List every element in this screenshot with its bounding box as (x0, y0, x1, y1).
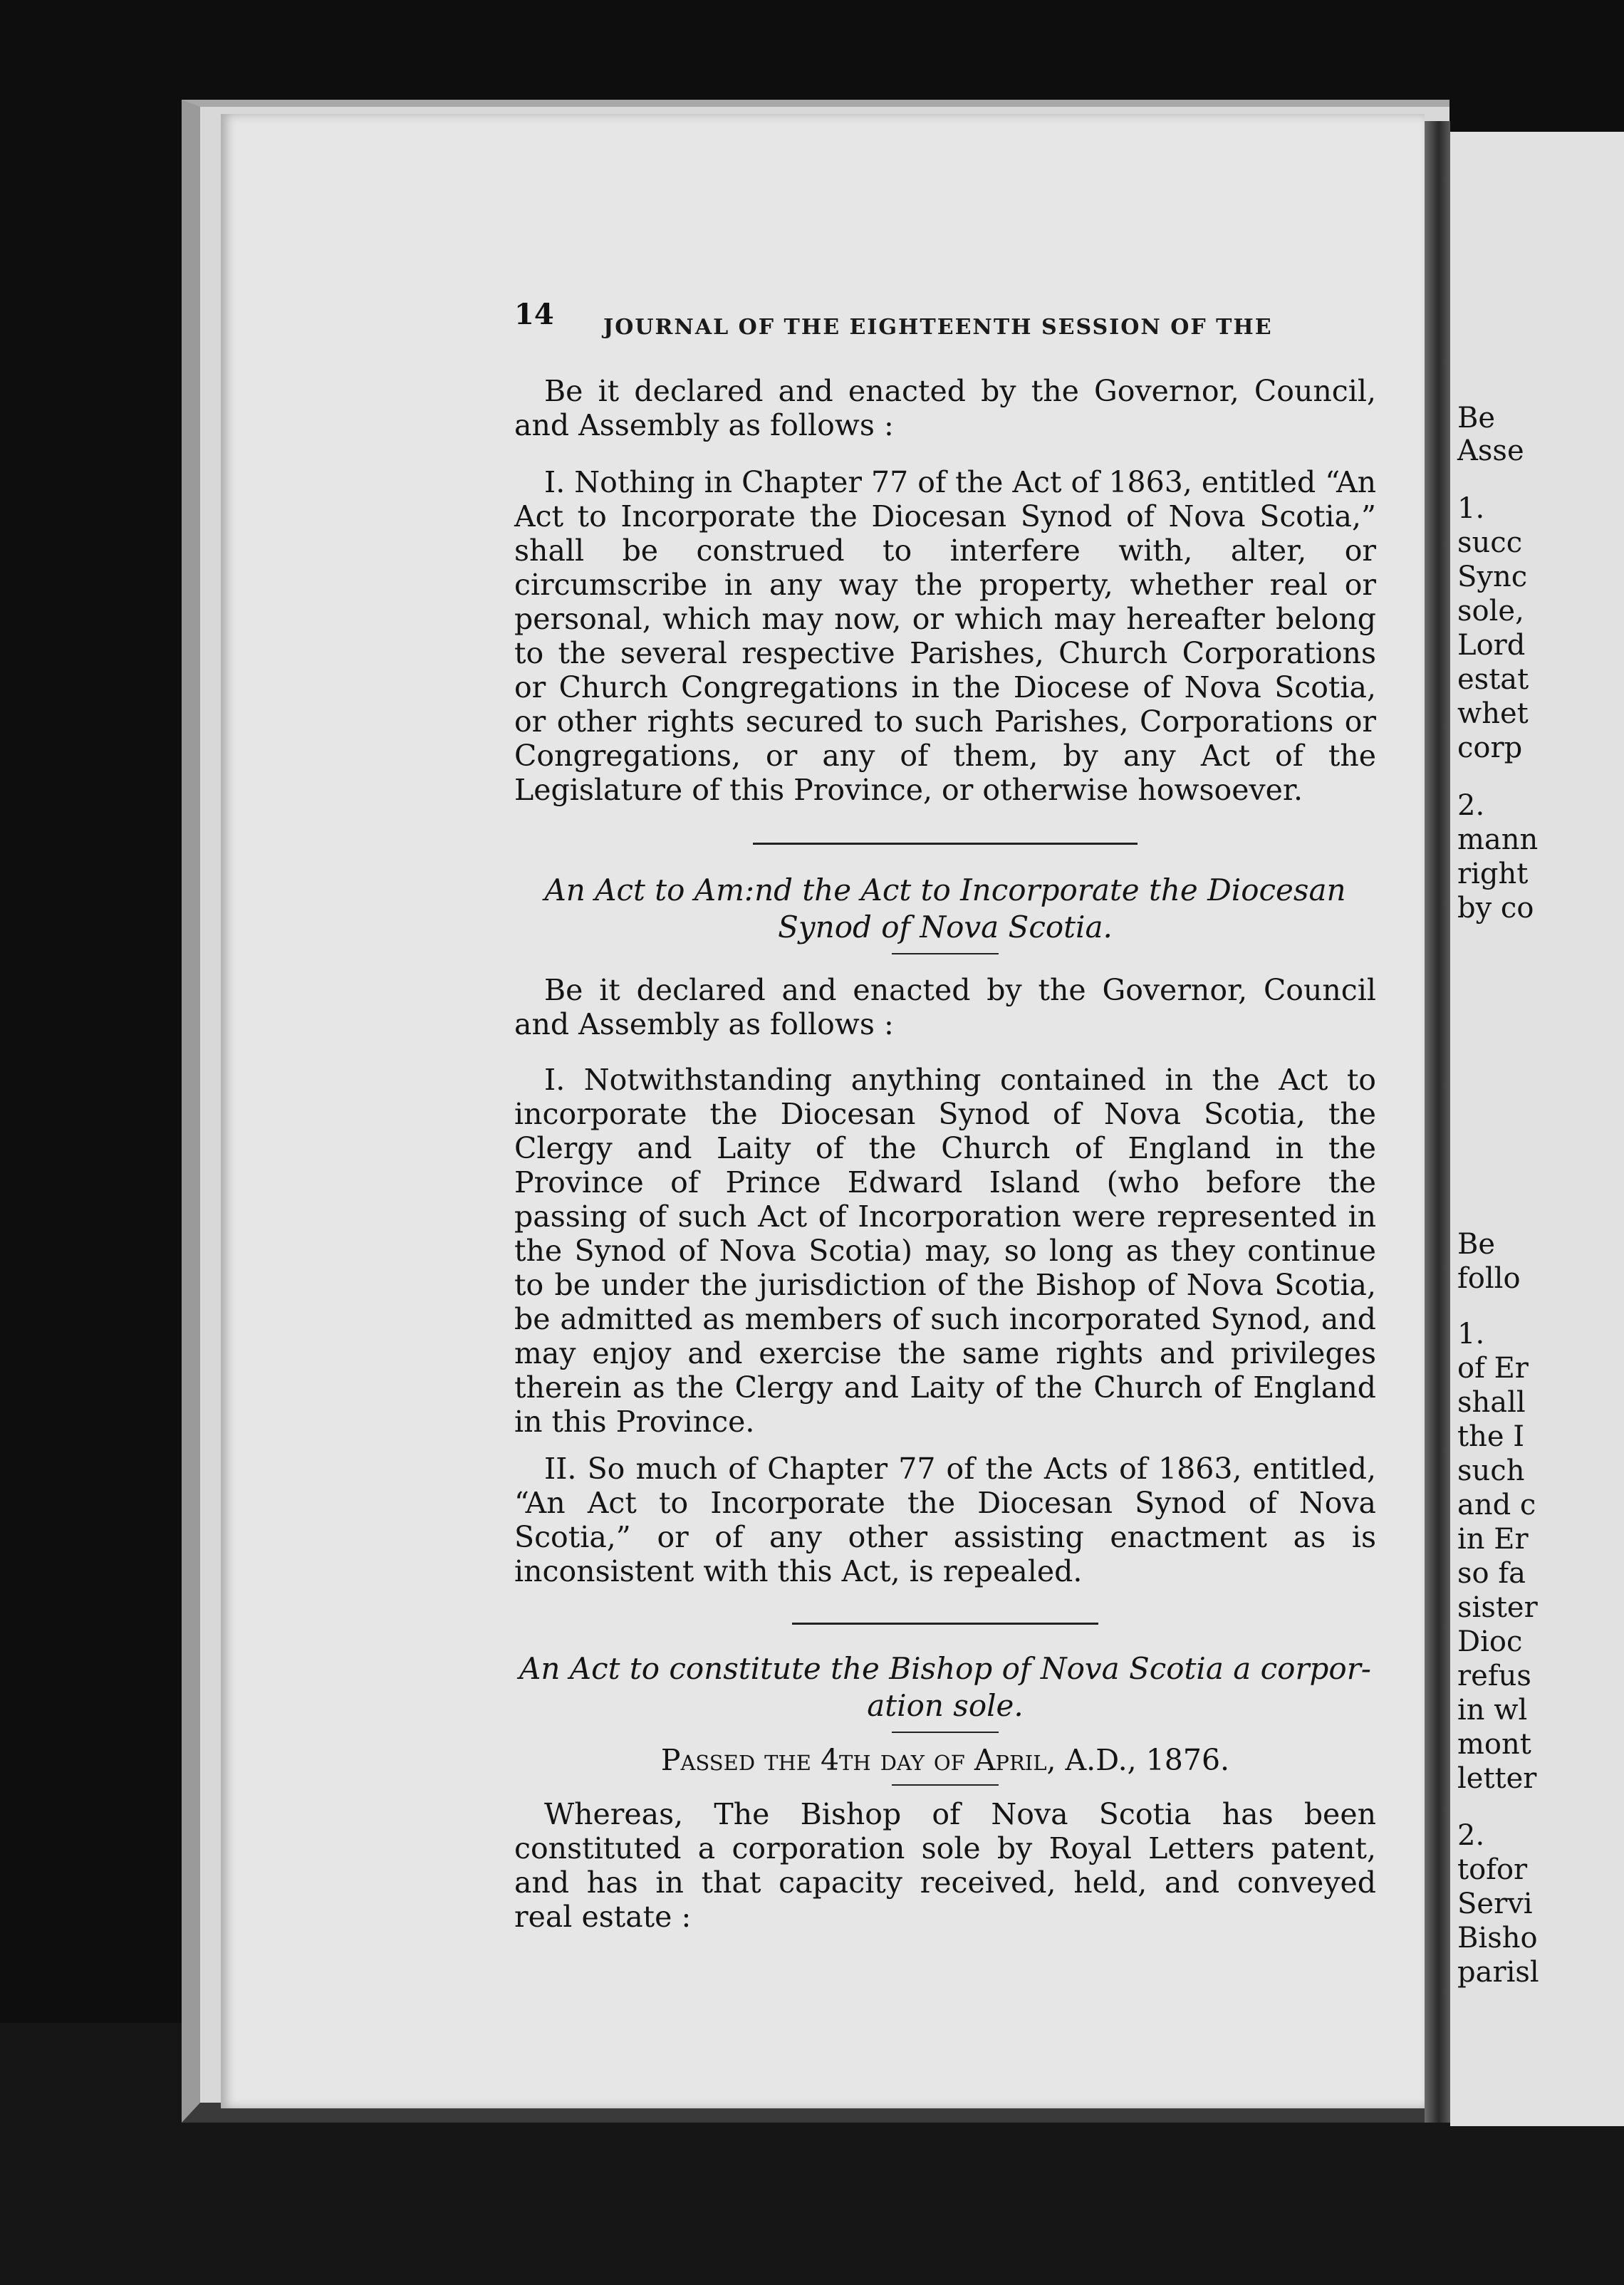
right-fragment: parisl (1457, 1956, 1539, 1989)
running-title: JOURNAL OF THE EIGHTEENTH SESSION OF THE (603, 315, 1273, 340)
right-fragment: 2. (1457, 789, 1485, 822)
act-2-section-2: II. So much of Chapter 77 of the Acts of 1863, entitled, “An Act to Incorporate the Diocesan Synod of Nova Scotia,” or of any other assisting enactment as is inconsistent with this Act, is repealed. (514, 1452, 1376, 1588)
right-fragment: Dioc (1457, 1625, 1523, 1658)
right-fragment: and c (1457, 1489, 1536, 1521)
right-fragment: sole, (1457, 595, 1524, 628)
act-3-title (514, 1650, 1376, 1724)
whereas-paragraph: Whereas, The Bishop of Nova Scotia has been constituted a corporation sole by Royal Letters patent, and has in that capacity received, held, and conveyed real estate : (514, 1797, 1376, 1934)
act-3-title-line-2: ation sole. (867, 1688, 1024, 1723)
right-fragment: Bisho (1457, 1922, 1538, 1955)
right-fragment: sister (1457, 1591, 1538, 1624)
right-fragment: tofor (1457, 1853, 1528, 1886)
right-fragment: Lord (1457, 629, 1526, 662)
right-fragment: whet (1457, 697, 1529, 730)
right-fragment: in wl (1457, 1694, 1528, 1727)
right-fragment: Be (1457, 402, 1496, 434)
right-fragment: such (1457, 1454, 1525, 1487)
section-1-paragraph: I. Nothing in Chapter 77 of the Act of 1863, entitled “An Act to Incorporate the Diocesan Synod of Nova Scotia,” shall be construed to interfere with, alter, or circumscribe in any way the property, whether real or personal, which may now, or which may hereafter belong to the several respective Parishes, Church Corporations or Church Congregations in the Diocese of Nova Scotia, or other rights secured to such Parishes, Corporations or Congregations, or any of them, by any Act of the Legislature of this Province, or otherwise howsoever. (514, 465, 1376, 807)
right-fragment: so fa (1457, 1557, 1526, 1590)
intro-paragraph: Be it declared and enacted by the Governor, Council, and Assembly as follows : (514, 374, 1376, 442)
page-number: 14 (514, 298, 554, 331)
right-fragment: of Er (1457, 1352, 1529, 1385)
right-fragment: shall (1457, 1386, 1526, 1419)
right-fragment: 1. (1457, 492, 1485, 525)
right-fragment: letter (1457, 1762, 1537, 1795)
right-fragment: Be (1457, 1228, 1496, 1261)
right-fragment: in Er (1457, 1523, 1529, 1556)
title-underline (892, 1732, 999, 1733)
right-fragment: estat (1457, 663, 1529, 696)
right-fragment: Servi (1457, 1888, 1533, 1920)
passed-date: Passed the 4th day of April, A.D., 1876. (660, 1743, 1230, 1777)
right-fragment: refus (1457, 1660, 1531, 1692)
right-fragment: by co (1457, 892, 1534, 925)
right-fragment: Asse (1457, 434, 1524, 467)
act-2-section-1: I. Notwithstanding anything contained in the Act to incorporate the Diocesan Synod of Nova Scotia, the Clergy and Laity of the Church of England in the Province of Prince Edward Island (who before the passing of such Act of Incorporation were represented in the Synod of Nova Scotia) may, so long as they continue to be under the jurisdiction of the Bishop of Nova Scotia, be admitted as members of such incorporated Synod, and may enjoy and exercise the same rights and privileges therein as the Clergy and Laity of the Church of England in this Province. (514, 1063, 1376, 1439)
left-page-text (514, 374, 1376, 1934)
title-underline (892, 953, 999, 954)
right-fragment: Sync (1457, 561, 1528, 593)
right-fragment: mann (1457, 823, 1539, 856)
right-fragment: 1. (1457, 1318, 1485, 1350)
right-fragment: 2. (1457, 1819, 1485, 1852)
section-divider (792, 1623, 1098, 1625)
title-underline (892, 1784, 999, 1786)
right-fragment: corp (1457, 732, 1523, 764)
act-3-title-line-1: An Act to constitute the Bishop of Nova Scotia a corpor- (519, 1651, 1371, 1686)
act-2-title-line-1: An Act to Am:nd the Act to Incorporate the Diocesan (544, 873, 1346, 907)
right-page (1450, 132, 1624, 2126)
section-divider (753, 843, 1138, 845)
act-2-intro: Be it declared and enacted by the Governor, Council and Assembly as follows : (514, 973, 1376, 1041)
act-2-title-line-2: Synod of Nova Scotia. (778, 910, 1113, 944)
right-fragment: the I (1457, 1420, 1525, 1453)
act-2-title (514, 872, 1376, 946)
right-fragment: succ (1457, 526, 1523, 559)
book-gutter (1425, 121, 1450, 2123)
right-fragment: right (1457, 858, 1529, 890)
right-fragment: mont (1457, 1728, 1531, 1761)
right-fragment: follo (1457, 1262, 1521, 1295)
